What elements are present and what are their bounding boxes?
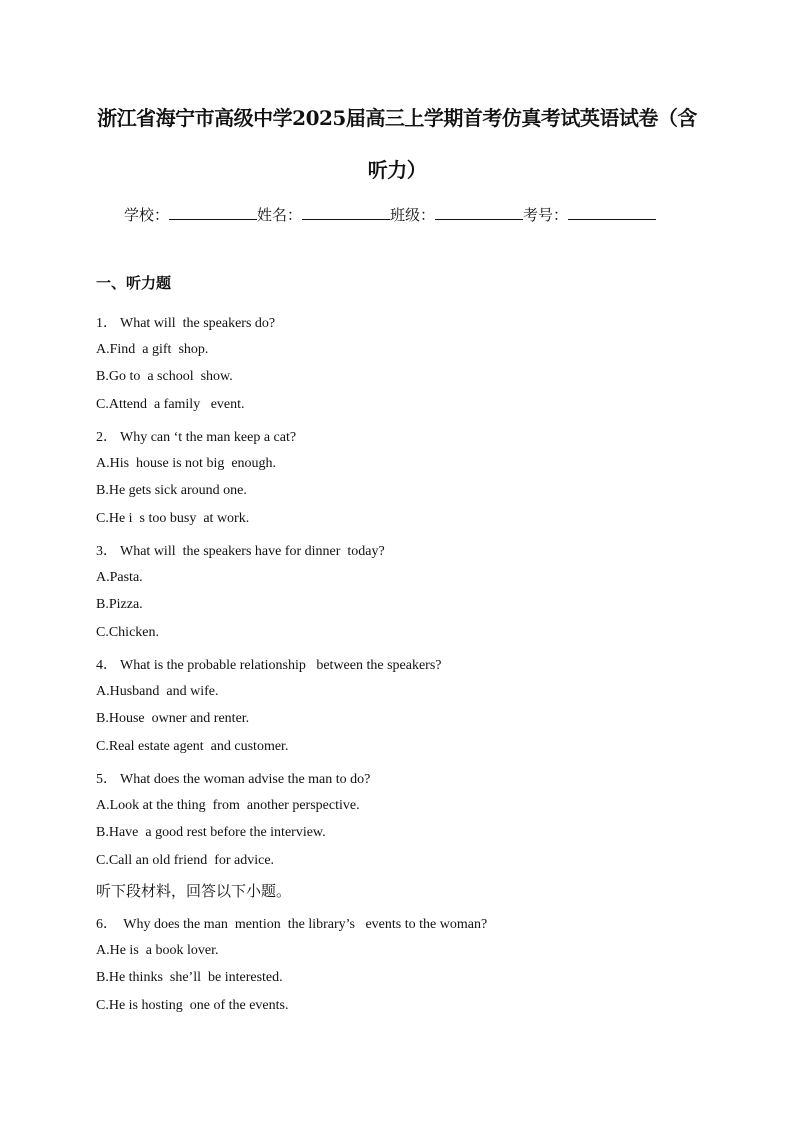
listening-instruction: 听下段材料，回答以下小题。 bbox=[96, 882, 292, 900]
option-3a: A.Pasta. bbox=[96, 570, 143, 585]
question-4 bbox=[96, 654, 442, 674]
exam-number-field[interactable] bbox=[523, 204, 656, 225]
question-number: 1． bbox=[96, 316, 117, 331]
school-label: 学校： bbox=[124, 206, 170, 224]
question-5 bbox=[96, 768, 370, 788]
option-1a: A.Find a gift shop. bbox=[96, 342, 209, 357]
exam-number-label: 考号： bbox=[523, 206, 569, 224]
section-title-listening: 一、听力题 bbox=[96, 274, 172, 292]
option-6a: A.He is a book lover. bbox=[96, 943, 219, 958]
option-2c: C.He i s too busy at work. bbox=[96, 511, 250, 526]
option-6b: B.He thinks she’ll be interested. bbox=[96, 970, 283, 985]
question-text: What does the woman advise the man to do? bbox=[120, 772, 371, 787]
question-6 bbox=[96, 913, 487, 933]
option-6c: C.He is hosting one of the events. bbox=[96, 998, 289, 1013]
exam-number-blank[interactable] bbox=[568, 205, 656, 220]
exam-title-line-1: 浙江省海宁市高级中学2025届高三上学期首考仿真考试英语试卷（含 bbox=[97, 106, 697, 130]
option-1b: B.Go to a school show. bbox=[96, 369, 233, 384]
question-2 bbox=[96, 426, 296, 446]
question-number: 4． bbox=[96, 658, 117, 673]
question-text: Why can ‘t the man keep a cat? bbox=[120, 430, 297, 445]
question-text: What will the speakers do? bbox=[120, 316, 276, 331]
class-label: 班级： bbox=[390, 206, 436, 224]
option-4a: A.Husband and wife. bbox=[96, 684, 219, 699]
name-field[interactable] bbox=[257, 204, 390, 225]
option-5c: C.Call an old friend for advice. bbox=[96, 853, 275, 868]
question-1 bbox=[96, 312, 275, 332]
exam-title-line-2: 听力） bbox=[367, 158, 427, 182]
class-blank[interactable] bbox=[435, 205, 523, 220]
option-2b: B.He gets sick around one. bbox=[96, 483, 247, 498]
school-blank[interactable] bbox=[169, 205, 257, 220]
school-field[interactable] bbox=[124, 204, 257, 225]
option-4c: C.Real estate agent and customer. bbox=[96, 739, 289, 754]
name-blank[interactable] bbox=[302, 205, 390, 220]
question-3 bbox=[96, 540, 385, 560]
question-number: 5． bbox=[96, 772, 117, 787]
question-text: Why does the man mention the library’s events to the woman? bbox=[120, 917, 488, 932]
option-3c: C.Chicken. bbox=[96, 625, 159, 640]
option-3b: B.Pizza. bbox=[96, 597, 143, 612]
option-5a: A.Look at the thing from another perspective. bbox=[96, 798, 360, 813]
question-text: What will the speakers have for dinner today? bbox=[120, 544, 385, 559]
student-info-row bbox=[124, 204, 684, 225]
option-2a: A.His house is not big enough. bbox=[96, 456, 277, 471]
class-field[interactable] bbox=[390, 204, 523, 225]
option-4b: B.House owner and renter. bbox=[96, 711, 250, 726]
question-text: What is the probable relationship between the speakers? bbox=[120, 658, 442, 673]
question-number: 6． bbox=[96, 917, 117, 932]
question-number: 2． bbox=[96, 430, 117, 445]
name-label: 姓名： bbox=[257, 206, 303, 224]
option-5b: B.Have a good rest before the interview. bbox=[96, 825, 326, 840]
option-1c: C.Attend a family event. bbox=[96, 397, 245, 412]
question-number: 3． bbox=[96, 544, 117, 559]
